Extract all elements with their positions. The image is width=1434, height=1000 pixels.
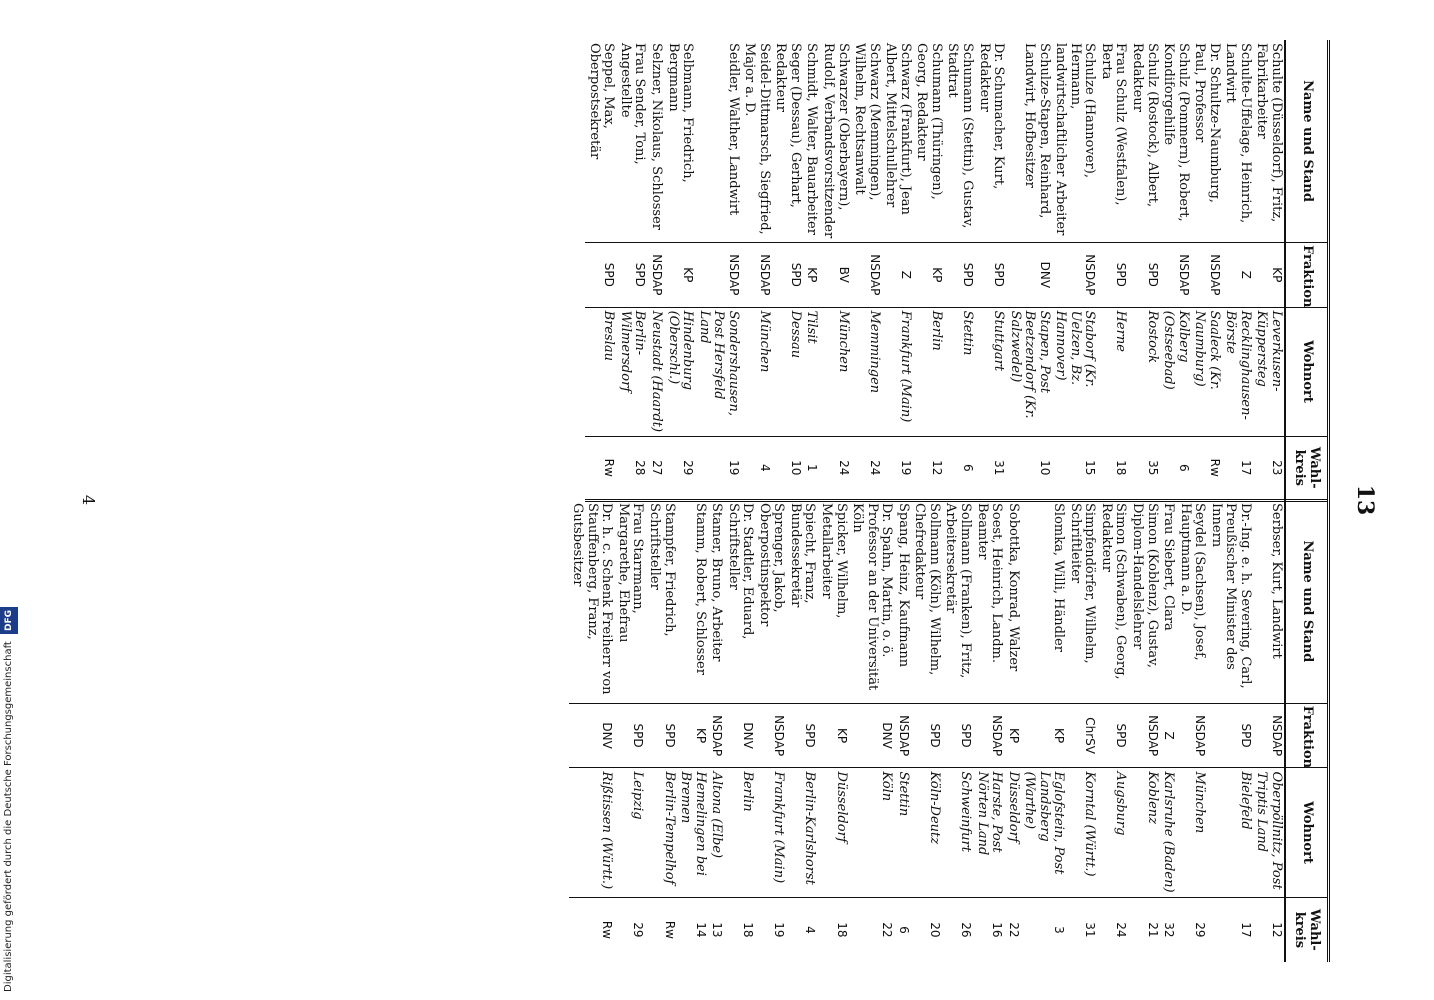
member-fraktion: NSDAP [755,703,786,768]
member-wahlkreis: 29 [664,436,695,500]
register-table-right-half [258,500,1330,962]
member-wohnort: Breslau [585,307,616,436]
member-wahlkreis: 18 [724,897,755,962]
member-name: Schumann (Stettin), Gustav, Stadtrat [945,43,975,229]
member-name: Frau Siebert, Clara [1161,503,1177,631]
table-row [1128,40,1159,501]
table-row [786,500,817,962]
member-fraktion: SPD [975,243,1006,307]
member-wahlkreis: 10 [1006,436,1052,500]
member-wohnort: Leipzig [614,768,645,897]
member-fraktion: DNV [724,703,755,768]
header-wahlkreis: Wahl-kreis [1285,897,1329,962]
member-fraktion: Z [1222,243,1253,307]
table-row [1021,500,1067,962]
table-row [614,500,645,962]
member-wohnort: Frankfurt (Main) [882,307,913,436]
member-wahlkreis: 12 [1253,897,1285,962]
member-wahlkreis: 24 [1097,897,1128,962]
table-row [755,500,786,962]
member-fraktion: KP [1021,703,1067,768]
member-wohnort: Sondershausen, Post Hersfeld Land [695,307,741,436]
register-table-left-half [258,40,1330,502]
table-row [1160,40,1191,501]
member-name: Schmidt, Walter, Bauarbeiter [804,43,820,235]
member-wohnort: Korntal (Württ.) [1066,768,1097,897]
member-name: Schulze (Hannover), Hermann, landwirtschaftlicher Arbeiter [1053,43,1098,236]
member-name: Schumann (Thüringen), Georg, Redakteur [914,43,944,200]
table-row [851,40,882,501]
member-fraktion: Z [1160,703,1177,768]
member-fraktion: SPD [616,243,647,307]
member-name: Simon (Schwaben), Georg, Redakteur [1098,503,1129,680]
table-row [569,500,615,962]
member-name: Selbmann, Friedrich, Bergmann [665,43,696,183]
member-fraktion: NSDAP [708,703,725,768]
table-row [1006,40,1052,501]
table-row [695,40,741,501]
member-wahlkreis: Rw [585,436,616,500]
page-number: 13 [1352,484,1378,516]
member-fraktion: DNV [569,703,615,768]
table-row [1128,500,1159,962]
member-wahlkreis: Rw [1191,436,1222,500]
table-row [1176,500,1207,962]
member-wohnort: Memmingen [851,307,882,436]
member-name: Seger (Dessau), Gerhart, Redakteur [773,43,803,208]
member-name: Spiecht, Franz, Bundessekretär [787,503,818,608]
table-row [772,40,803,501]
member-wohnort: München [820,307,851,436]
member-wohnort: Berlin-Wilmersdorf [616,307,647,436]
header-fraktion: Fraktion [1285,703,1329,768]
member-table-left [585,40,1330,502]
bottom-mark: 4 [79,494,98,506]
member-wahlkreis: 4 [741,436,772,500]
member-fraktion: SPD [1097,243,1128,307]
member-name: Seidler, Walther, Landwirt [725,43,741,216]
table-row [724,500,755,962]
member-wohnort: Stettin [944,307,975,436]
table-row [741,40,772,501]
member-wahlkreis: 20 [911,897,942,962]
member-wohnort: Bielefeld [1207,768,1253,897]
member-name: Schwarz (Frankfurt), Jean Albert, Mittelschullehrer [883,43,913,215]
member-wahlkreis: 24 [851,436,882,500]
member-fraktion: DNV [849,703,895,768]
member-wahlkreis: 14 [677,897,708,962]
table-row [818,500,849,962]
table-row [944,40,975,501]
dfg-logo: DFG [0,607,18,634]
member-name: Schulte (Düsseldorf), Fritz, Fabrikarbeiter [1254,43,1284,223]
member-name: Schulze-Stapen, Reinhard, Landwirt, Hofbesitzer [1022,43,1052,219]
member-wohnort: München [1176,768,1207,897]
member-wohnort: Altona (Elbe) [708,768,725,897]
member-wahlkreis: 22 [849,897,895,962]
member-fraktion: KP [1253,243,1285,307]
member-wahlkreis: 24 [820,436,851,500]
member-wohnort: Herne [1097,307,1128,436]
member-wohnort: Leverkusen-Küppersteg [1253,307,1285,436]
member-fraktion: SPD [944,243,975,307]
member-wahlkreis: 31 [975,436,1006,500]
member-wahlkreis: 19 [755,897,786,962]
member-wahlkreis: 4 [786,897,817,962]
table-row [1004,500,1021,962]
table-header-row [1285,40,1329,501]
header-name: Name und Stand [1285,40,1329,243]
member-fraktion: SPD [1097,703,1128,768]
member-wohnort: Köln [849,768,895,897]
member-fraktion: SPD [645,703,676,768]
member-name: Spicker, Wilhelm, Metallarbeiter [819,503,849,619]
member-fraktion: NSDAP [1191,243,1222,307]
member-wohnort: Berlin [913,307,944,436]
table-row [1207,500,1253,962]
member-wahlkreis: Rw [645,897,676,962]
member-name: Schwarz (Memmingen), Wilhelm, Rechtsanwalt [852,43,882,201]
member-wohnort: Rißtissen (Württ.) [569,768,615,897]
member-wahlkreis: 1 [803,436,820,500]
table-row [1097,500,1128,962]
member-name: Schwarzer (Oberbayern), Rudolf, Verbandsvorsitzender [821,43,851,239]
header-wahlkreis: Wahl-kreis [1285,436,1329,500]
member-name: Slomka, Willi, Händler [1051,503,1067,652]
member-wohnort: Tilsit [803,307,820,436]
member-name: Frau Sender, Toni, Angestellte [617,43,648,165]
member-fraktion: SPD [585,243,616,307]
member-wahlkreis: 27 [647,436,664,500]
table-header-row [1285,500,1329,962]
table-row [973,500,1004,962]
member-wohnort: Düsseldorf [818,768,849,897]
member-wohnort: Staborf (Kr. Uelzen, Bz. Hannover) [1052,307,1098,436]
table-row [708,500,725,962]
member-wohnort: Berlin-Tempelhof [645,768,676,897]
table-row [820,40,851,501]
member-wahlkreis: 23 [1253,436,1285,500]
credit-text: Digitalisierung gefördert durch die Deutsche Forschungsgemeinschaft [3,641,14,992]
table-row [664,40,695,501]
table-body-right [569,500,1285,962]
member-name: Sprenger, Jakob, Oberpostinspektor [756,503,787,627]
header-wohnort: Wohnort [1285,768,1329,897]
table-row [1191,40,1222,501]
member-name: Stamm, Robert, Schlosser [692,503,708,675]
table-row [645,500,676,962]
member-wahlkreis: 19 [882,436,913,500]
member-fraktion: NSDAP [851,243,882,307]
member-wohnort: Neustadt (Haardt) [647,307,664,436]
member-fraktion: SPD [911,703,942,768]
table-row [585,40,616,501]
member-name: Seppel, Max, Oberpostsekretär [586,43,617,160]
member-wahlkreis: Rw [569,897,615,962]
member-wahlkreis: 17 [1207,897,1253,962]
table-row [616,40,647,501]
member-fraktion: SPD [942,703,973,768]
member-name: Sollmann (Franken), Fritz, Arbeitersekretär [943,503,973,679]
member-wohnort: München [741,307,772,436]
member-wohnort: Hindenburg (Oberschl.) [664,307,695,436]
member-name: Stamer, Bruno, Arbeiter [709,503,725,662]
member-fraktion: SPD [1207,703,1253,768]
member-name: Dr. h. c. Schenk Freiherr von Stauffenberg, Franz, Gutsbesitzer [570,503,615,695]
member-fraktion: KP [803,243,820,307]
member-wohnort: Berlin [724,768,755,897]
member-wohnort: Kolberg (Ostseebad) [1160,307,1191,436]
member-name: Serbser, Kurt, Landwirt [1268,503,1284,659]
member-fraktion: NSDAP [695,243,741,307]
member-fraktion: NSDAP [1160,243,1191,307]
table-row [1066,500,1097,962]
member-wohnort: Oberpöllnitz, Post Triptis Land [1253,768,1285,897]
member-wahlkreis: 22 [1004,897,1021,962]
member-wahlkreis: 21 [1128,897,1159,962]
member-wahlkreis: 17 [1222,436,1253,500]
member-fraktion: SPD [614,703,645,768]
table-row [1097,40,1128,501]
member-wahlkreis: 15 [1052,436,1098,500]
member-fraktion: BV [820,243,851,307]
table-row [1052,40,1098,501]
member-fraktion: SPD [772,243,803,307]
table-row [975,40,1006,501]
member-fraktion: SPD [786,703,817,768]
member-fraktion: KP [1004,703,1021,768]
member-wahlkreis: 10 [772,436,803,500]
table-row [942,500,973,962]
member-fraktion: SPD [1128,243,1159,307]
member-name: Dr. Spahn, Martin, o. ö. Professor an der Universität Köln [850,503,895,691]
header-fraktion: Fraktion [1285,243,1329,307]
member-wahlkreis: 16 [973,897,1004,962]
member-name: Schulz (Rostock), Albert, Redakteur [1129,43,1160,208]
member-fraktion: NSDAP [1052,243,1098,307]
member-name: Dr. Schumacher, Kurt, Redakteur [976,43,1007,190]
member-wohnort: Stuttgart [975,307,1006,436]
member-name: Schulte-Uffelage, Heinrich, Landwirt [1223,43,1253,224]
member-wahlkreis: 6 [944,436,975,500]
member-wohnort: Koblenz [1128,768,1159,897]
member-wahlkreis: 28 [616,436,647,500]
member-wahlkreis: 29 [614,897,645,962]
member-fraktion: NSDAP [741,243,772,307]
member-wahlkreis: 32 [1160,897,1177,962]
member-name: Dr. Schultze-Naumburg, Paul, Professor [1192,43,1222,203]
member-wohnort: Saaleck (Kr. Naumburg) [1191,307,1222,436]
member-fraktion: KP [913,243,944,307]
table-body-left [585,40,1285,501]
table-row [913,40,944,501]
table-row [1253,40,1285,501]
member-wohnort: Augsburg [1097,768,1128,897]
member-wohnort: Recklinghausen-Börste [1222,307,1253,436]
member-fraktion: DNV [1006,243,1052,307]
table-row [849,500,895,962]
member-wohnort: Stettin [894,768,911,897]
member-name: Simpfendörfer, Wilhelm, Schriftleiter [1067,503,1098,664]
member-wahlkreis: 26 [942,897,973,962]
member-name: Seidel-Dittmarsch, Siegfried, Major a. D. [742,43,772,235]
member-name: Sobottka, Konrad, Walzer [1005,503,1021,672]
member-name: Simon (Koblenz), Gustav, Diplom-Handelslehrer [1129,503,1160,669]
member-name: Frau Starrmann, Margarethe, Ehefrau [615,503,646,643]
member-fraktion: KP [664,243,695,307]
member-fraktion: ChrSV [1066,703,1097,768]
member-fraktion: NSDAP [1128,703,1159,768]
header-name: Name und Stand [1285,500,1329,703]
member-fraktion: KP [677,703,708,768]
table-row [911,500,942,962]
table-row [894,500,911,962]
member-wahlkreis: 13 [708,897,725,962]
member-name: Sollmann (Köln), Wilhelm, Chefredakteur [912,503,942,676]
member-wohnort: Rostock [1128,307,1159,436]
header-wohnort: Wohnort [1285,307,1329,436]
member-fraktion: Z [882,243,913,307]
table-row [1160,500,1177,962]
table-row [803,40,820,501]
member-wohnort: Karlsruhe (Baden) [1160,768,1177,897]
member-wohnort: Frankfurt (Main) [755,768,786,897]
member-wahlkreis: 35 [1128,436,1159,500]
member-name: Soest, Heinrich, Landm. Beamter [974,503,1005,663]
member-wohnort: Berlin-Karlshorst [786,768,817,897]
table-row [677,500,708,962]
table-row [882,40,913,501]
member-wahlkreis: 19 [695,436,741,500]
member-wohnort: Eglofstein, Post Landsberg (Warthe) [1021,768,1067,897]
member-wohnort: Schweinfurt [942,768,973,897]
member-wahlkreis: 31 [1066,897,1097,962]
member-fraktion: NSDAP [647,243,664,307]
member-wohnort: Düsseldorf [1004,768,1021,897]
member-wahlkreis: 29 [1176,897,1207,962]
table-row [1222,40,1253,501]
member-wahlkreis: 18 [818,897,849,962]
table-row [1253,500,1285,962]
member-wahlkreis: 18 [1097,436,1128,500]
member-wahlkreis: 12 [913,436,944,500]
member-wahlkreis: 6 [894,897,911,962]
member-wohnort: Dessau [772,307,803,436]
member-fraktion: NSDAP [894,703,911,768]
member-fraktion: NSDAP [973,703,1004,768]
member-wohnort: Hemelingen bei Bremen [677,768,708,897]
member-name: Stampfer, Friedrich, Schriftsteller [647,503,677,637]
member-fraktion: NSDAP [1176,703,1207,768]
member-name: Selzner, Nikolaus, Schlosser [649,43,665,230]
member-fraktion: NSDAP [1253,703,1285,768]
digitization-credit [0,0,18,1000]
member-wahlkreis: 6 [1160,436,1191,500]
member-wohnort: Harste, Post Nörten Land [973,768,1004,897]
member-name: Dr. Stadtler, Eduard, Schriftsteller [725,503,756,640]
member-wohnort: Stapen, Post Beetzendorf (Kr. Salzwedel) [1006,307,1052,436]
member-name: Spang, Heinz, Kaufmann [895,503,911,668]
table-row [647,40,664,501]
member-name: Seydel (Sachsen), Josef, Hauptmann a. D. [1177,503,1208,661]
member-wohnort: Köln-Deutz [911,768,942,897]
member-fraktion: KP [818,703,849,768]
member-name: Frau Schulz (Westfalen), Berta [1098,43,1129,206]
member-name: Schulz (Pommern), Robert, Kondiforgehilfe [1161,43,1191,222]
member-table-right [569,500,1330,962]
member-name: Dr.-Ing. e. h. Severing, Carl, Preußischer Minister des Innern [1208,503,1253,689]
member-wahlkreis: 3 [1021,897,1067,962]
